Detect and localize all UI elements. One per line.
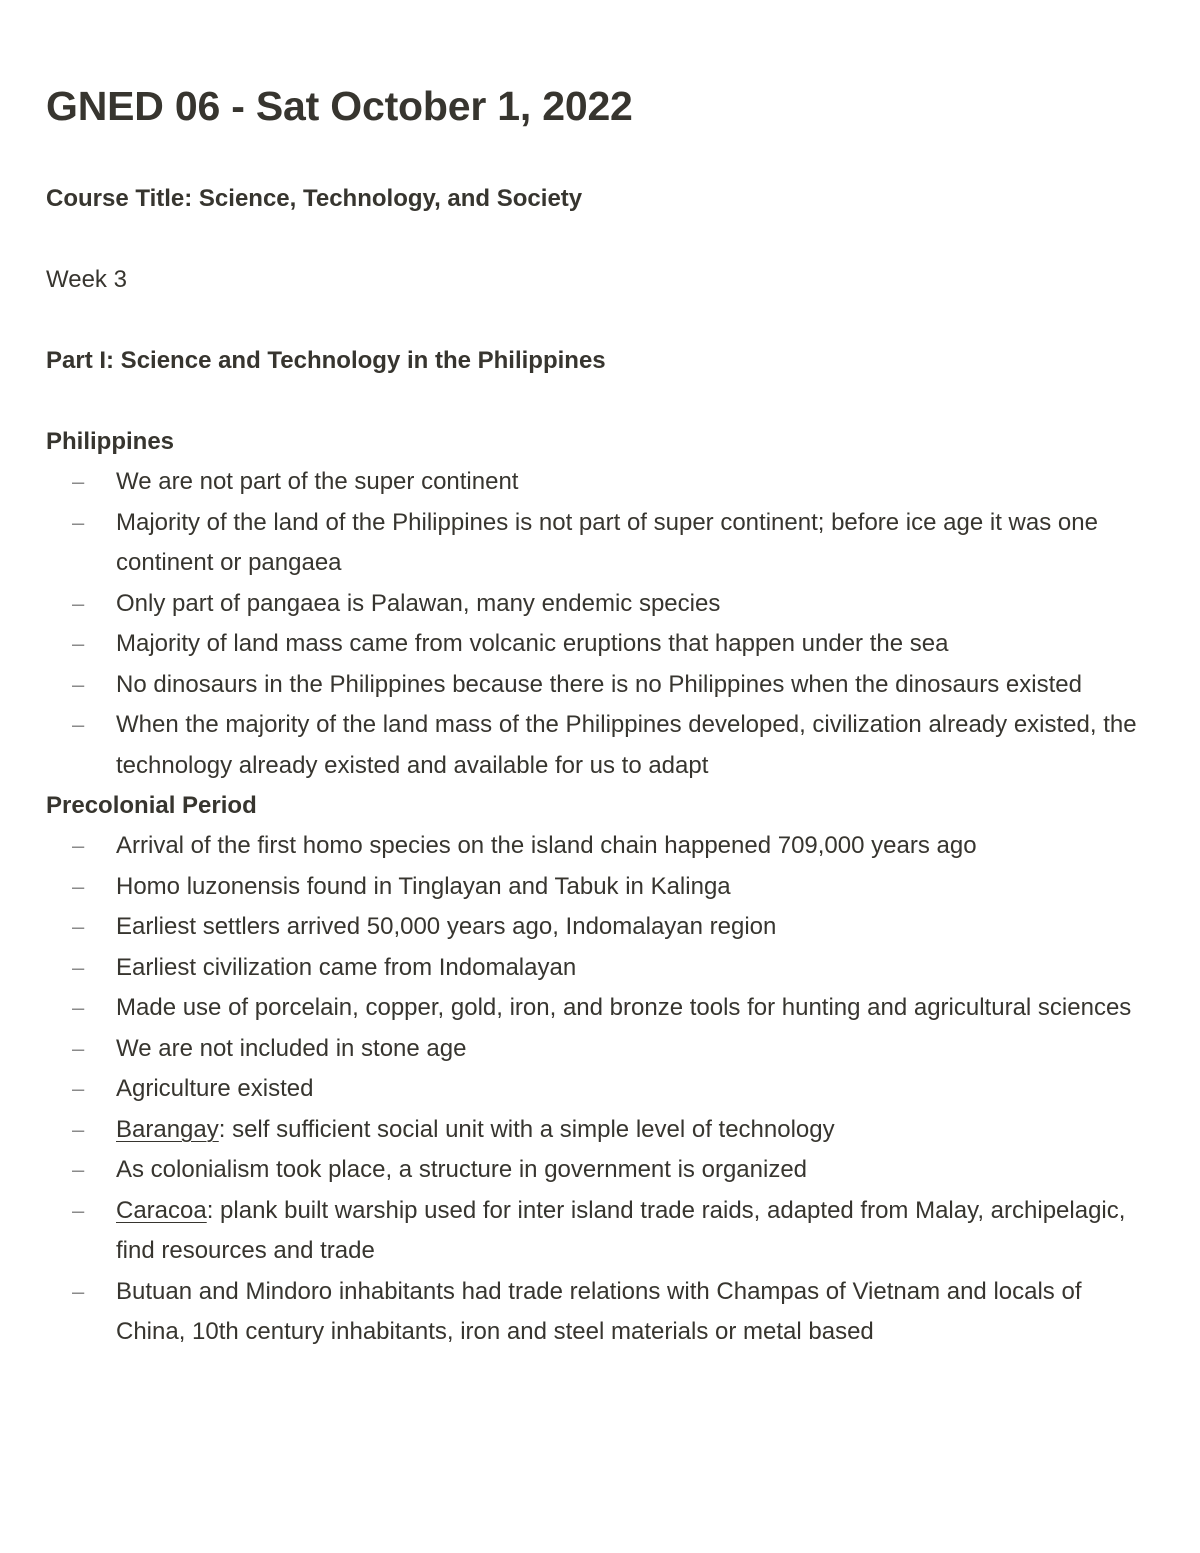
dash-bullet-icon: – [72,1116,85,1142]
list-item [46,624,1156,665]
dash-bullet-icon: – [72,1157,85,1182]
dash-bullet-icon: – [72,914,85,939]
list-item-text: Butuan and Mindoro inhabitants had trade relations with Champas of Vietnam and locals of China, 10th century inhabitants, iron and steel materials or metal based [116,1277,1082,1345]
list-item-text: Arrival of the first homo species on the island chain happened 709,000 years ago [116,832,977,859]
list-item [46,907,1156,948]
term-label: Barangay [116,1115,219,1143]
dash-bullet-icon: – [72,1278,85,1304]
dash-bullet-icon: – [72,873,85,899]
dash-bullet-icon: – [72,509,85,535]
list-item [46,1110,1156,1151]
list-item [46,503,1156,584]
list-item-text: Majority of land mass came from volcanic eruptions that happen under the sea [116,630,949,657]
list-item [46,867,1156,908]
dash-bullet-icon: – [72,590,85,616]
notes-sections [46,422,1156,1353]
list-item [46,948,1156,989]
list-item-text: Earliest settlers arrived 50,000 years ago, Indomalayan region [116,913,777,940]
list-item [46,988,1156,1029]
dash-bullet-icon: – [72,954,85,980]
list-item-text: Earliest civilization came from Indomalayan [116,953,577,981]
section-heading: Philippines [46,428,175,455]
list-item [46,705,1156,786]
list-item [46,584,1156,625]
list-item [46,462,1156,503]
dash-bullet-icon: – [72,833,85,858]
list-item [46,1272,1156,1353]
course-title: Course Title: Science, Technology, and Society [46,185,583,212]
list-item-text: Made use of porcelain, copper, gold, iron, and bronze tools for hunting and agricultural sciences [116,994,1132,1021]
list-item-text: As colonialism took place, a structure in government is organized [116,1156,808,1183]
page-title: GNED 06 - Sat October 1, 2022 [46,83,633,129]
list-item-text: We are not included in stone age [116,1034,467,1062]
term-label: Caracoa [116,1196,207,1224]
document-page [46,78,1156,1353]
dash-bullet-icon: – [72,671,85,697]
dash-bullet-icon: – [72,1035,85,1061]
list-item [46,1029,1156,1070]
dash-bullet-icon: – [72,1197,85,1223]
list-item [46,665,1156,706]
list-item [46,1150,1156,1191]
dash-bullet-icon: – [72,995,85,1020]
list-item-text: Only part of pangaea is Palawan, many endemic species [116,589,721,617]
list-item [46,1191,1156,1272]
list-item-text: Majority of the land of the Philippines is not part of super continent; before ice age it was one continent or pangaea [116,508,1098,576]
bullet-list [46,826,1156,1353]
list-item-text: : plank built warship used for inter island trade raids, adapted from Malay, archipelagic, find resources and trade [116,1196,1126,1264]
dash-bullet-icon: – [72,631,85,656]
list-item-text: : self sufficient social unit with a simple level of technology [218,1115,835,1143]
dash-bullet-icon: – [72,1076,85,1101]
list-item-text: Agriculture existed [116,1075,314,1102]
list-item [46,1069,1156,1110]
list-item-text: We are not part of the super continent [116,468,519,495]
bullet-list [46,462,1156,786]
section-heading: Precolonial Period [46,792,257,819]
list-item-text: Homo luzonensis found in Tinglayan and Tabuk in Kalinga [116,872,731,900]
list-item [46,826,1156,867]
list-item-text: When the majority of the land mass of the Philippines developed, civilization already existed, the technology already existed and available for us to adapt [116,711,1137,779]
part-heading: Part I: Science and Technology in the Philippines [46,347,606,374]
dash-bullet-icon: – [72,469,85,494]
list-item-text: No dinosaurs in the Philippines because there is no Philippines when the dinosaurs existed [116,670,1082,698]
week-label: Week 3 [46,266,127,293]
dash-bullet-icon: – [72,712,85,737]
